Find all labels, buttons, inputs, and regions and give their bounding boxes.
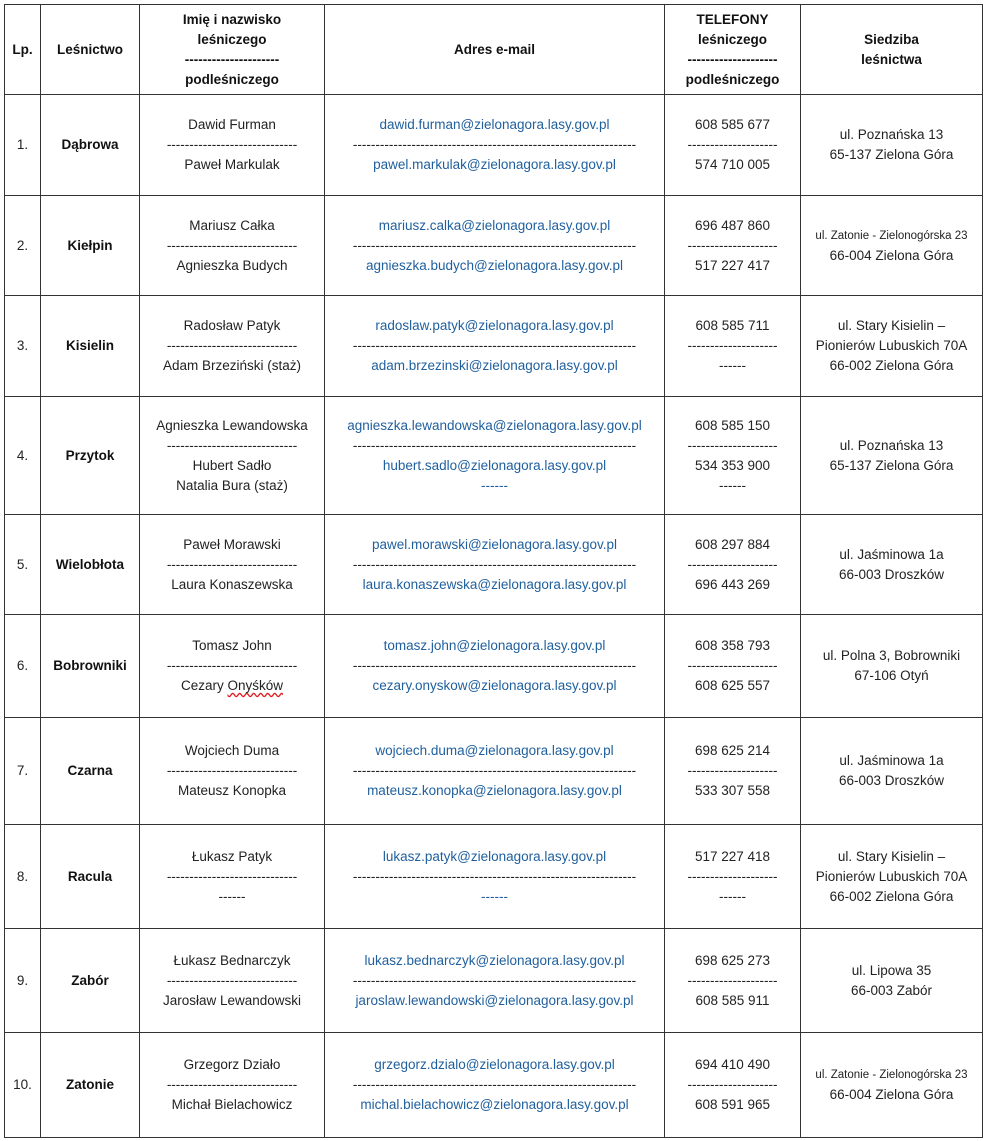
row-number: 7. — [5, 718, 41, 825]
email-cell — [325, 718, 665, 825]
table-row — [5, 1033, 983, 1138]
row-number: 8. — [5, 825, 41, 929]
personnel-cell — [140, 825, 325, 929]
header-phones — [665, 5, 801, 95]
forestry-name: Przytok — [41, 397, 140, 515]
forester-email-link[interactable]: lukasz.bednarczyk@zielonagora.lasy.gov.pl — [364, 952, 625, 968]
phone-cell — [665, 615, 801, 718]
row-number: 2. — [5, 196, 41, 296]
email-cell — [325, 515, 665, 615]
forester-name: Łukasz Bednarczyk — [173, 952, 291, 968]
header-email: Adres e-mail — [325, 5, 665, 95]
sub-forester-email-link[interactable]: hubert.sadlo@zielonagora.lasy.gov.pl — [382, 457, 607, 473]
forestry-name: Racula — [41, 825, 140, 929]
phone-cell — [665, 397, 801, 515]
phone-separator: -------------------- — [687, 437, 778, 453]
forester-email-link[interactable]: dawid.furman@zielonagora.lasy.gov.pl — [379, 117, 610, 132]
forester-phone: 608 297 884 — [694, 536, 771, 552]
address-line: ul. Polna 3, Bobrowniki — [822, 648, 961, 663]
header-names-separator: --------------------- — [184, 51, 280, 67]
phone-separator: -------------------- — [687, 237, 778, 253]
names-separator: ----------------------------- — [166, 972, 298, 988]
address-line: ul. Jaśminowa 1a — [839, 546, 944, 562]
address-line: 66-002 Zielona Góra — [829, 888, 954, 904]
seat-address-cell — [801, 196, 983, 296]
names-separator: ----------------------------- — [166, 338, 298, 353]
sub-forester-name: Natalia Bura (staż) — [176, 477, 288, 493]
sub-forester-phone: 696 443 269 — [694, 576, 771, 592]
address-line: ul. Stary Kisielin – — [837, 848, 946, 864]
personnel-cell — [140, 296, 325, 397]
sub-forester-phone: 608 625 557 — [694, 678, 771, 693]
address-line: ul. Zatonie - Zielonogórska 23 — [815, 1069, 968, 1081]
table-row — [5, 296, 983, 397]
email-separator: --------------------------------------------------------------- — [352, 658, 637, 673]
forester-email-link[interactable]: agnieszka.lewandowska@zielonagora.lasy.gov.pl — [347, 417, 642, 433]
email-placeholder: ------ — [481, 888, 508, 904]
forestry-name: Dąbrowa — [41, 95, 140, 196]
forester-phone: 698 625 273 — [694, 952, 771, 968]
seat-address-cell — [801, 718, 983, 825]
forester-email-link[interactable]: grzegorz.dzialo@zielonagora.lasy.gov.pl — [374, 1057, 615, 1072]
email-separator: --------------------------------------------------------------- — [352, 437, 637, 453]
sub-forester-phone: ------ — [719, 888, 746, 904]
forestry-name: Zabór — [41, 929, 140, 1033]
sub-forester-phone: 608 585 911 — [695, 992, 770, 1008]
sub-forester-phone: 608 591 965 — [694, 1097, 771, 1112]
phone-cell — [665, 515, 801, 615]
address-line: ul. Stary Kisielin – — [837, 318, 946, 333]
header-names — [140, 5, 325, 95]
header-row — [5, 5, 983, 95]
forester-email-link[interactable]: mariusz.calka@zielonagora.lasy.gov.pl — [378, 217, 611, 233]
table-row — [5, 718, 983, 825]
phone-separator: -------------------- — [687, 763, 778, 778]
row-number: 10. — [5, 1033, 41, 1138]
sub-forester-phone: 533 307 558 — [694, 783, 771, 798]
header-phones-line3: podleśniczego — [685, 71, 780, 87]
email-cell — [325, 825, 665, 929]
email-separator: --------------------------------------------------------------- — [352, 338, 637, 353]
table-row — [5, 825, 983, 929]
forester-phone: 698 625 214 — [694, 743, 771, 758]
address-line: 66-003 Zabór — [850, 982, 933, 998]
spellcheck-word: Onyśków — [227, 678, 284, 693]
address-line: 66-004 Zielona Góra — [829, 1087, 954, 1102]
sub-forester-name: ------ — [218, 888, 246, 904]
names-separator: ----------------------------- — [166, 437, 298, 453]
table-row — [5, 515, 983, 615]
address-line: Pionierów Lubuskich 70A — [815, 338, 968, 353]
address-line: 66-002 Zielona Góra — [829, 358, 954, 373]
email-cell — [325, 196, 665, 296]
sub-forester-name: Mateusz Konopka — [177, 783, 287, 798]
names-separator: ----------------------------- — [166, 237, 298, 253]
row-number: 6. — [5, 615, 41, 718]
sub-forester-phone: 574 710 005 — [694, 157, 771, 172]
header-seat — [801, 5, 983, 95]
names-separator: ----------------------------- — [166, 1077, 298, 1092]
address-line: ul. Lipowa 35 — [851, 962, 932, 978]
forester-name: Paweł Morawski — [183, 536, 281, 552]
email-cell — [325, 615, 665, 718]
address-line: ul. Jaśminowa 1a — [839, 753, 944, 768]
seat-address-cell — [801, 615, 983, 718]
phone-cell — [665, 296, 801, 397]
sub-forester-name: Laura Konaszewska — [171, 576, 293, 592]
email-cell — [325, 95, 665, 196]
sub-forester-email-link[interactable]: laura.konaszewska@zielonagora.lasy.gov.pl — [362, 576, 627, 592]
table-row — [5, 929, 983, 1033]
email-separator: --------------------------------------------------------------- — [352, 137, 637, 152]
seat-address-cell — [801, 929, 983, 1033]
address-line: 66-003 Droszków — [838, 566, 945, 582]
forestry-name: Kiełpin — [41, 196, 140, 296]
phone-separator: -------------------- — [687, 556, 778, 572]
sub-forester-phone: 517 227 417 — [694, 257, 771, 273]
phone-separator: -------------------- — [687, 338, 778, 353]
personnel-cell — [140, 515, 325, 615]
names-separator: ----------------------------- — [166, 556, 298, 572]
seat-address-cell — [801, 825, 983, 929]
phone-separator: -------------------- — [687, 972, 778, 988]
sub-forester-name: Jarosław Lewandowski — [162, 992, 302, 1008]
phone-separator: -------------------- — [687, 658, 778, 673]
sub-forester-email-link[interactable]: pawel.markulak@zielonagora.lasy.gov.pl — [373, 157, 616, 172]
header-seat-line1: Siedziba — [864, 31, 919, 47]
address-line: 66-004 Zielona Góra — [829, 247, 954, 263]
forestry-name: Czarna — [41, 718, 140, 825]
phone-cell — [665, 196, 801, 296]
phone-cell — [665, 95, 801, 196]
row-number: 1. — [5, 95, 41, 196]
email-placeholder: ------ — [481, 477, 508, 493]
header-phones-line1: TELEFONY — [696, 11, 769, 27]
email-separator: --------------------------------------------------------------- — [352, 868, 637, 884]
row-number: 9. — [5, 929, 41, 1033]
forester-phone: 608 585 150 — [694, 417, 771, 433]
forester-name: Wojciech Duma — [184, 743, 280, 758]
sub-forester-name: Adam Brzeziński (staż) — [162, 358, 302, 373]
personnel-cell — [140, 929, 325, 1033]
forester-name: Radosław Patyk — [183, 318, 281, 333]
email-cell — [325, 1033, 665, 1138]
email-separator: --------------------------------------------------------------- — [352, 1077, 637, 1092]
address-line: Pionierów Lubuskich 70A — [815, 868, 968, 884]
names-separator: ----------------------------- — [166, 658, 298, 673]
header-names-line3: podleśniczego — [185, 71, 279, 87]
sub-forester-email-link[interactable]: agnieszka.budych@zielonagora.lasy.gov.pl — [365, 257, 624, 273]
forester-phone: 608 585 711 — [695, 318, 770, 333]
row-number: 5. — [5, 515, 41, 615]
personnel-cell — [140, 1033, 325, 1138]
forester-phone: 608 585 677 — [694, 117, 771, 132]
header-phones-separator: -------------------- — [687, 51, 778, 67]
address-line: 66-003 Droszków — [838, 773, 945, 788]
header-names-line1: Imię i nazwisko — [182, 11, 282, 27]
address-line: ul. Poznańska 13 — [839, 127, 944, 142]
forester-name: Mariusz Całka — [189, 217, 275, 233]
forester-name: Agnieszka Lewandowska — [156, 417, 308, 433]
table-row — [5, 397, 983, 515]
sub-forester-phone: 534 353 900 — [694, 457, 771, 473]
forester-name: Dawid Furman — [188, 117, 276, 132]
forester-name: Grzegorz Działo — [183, 1057, 281, 1072]
forestry-name: Kisielin — [41, 296, 140, 397]
sub-forester-name: Michał Bielachowicz — [171, 1097, 293, 1112]
forester-phone: 696 487 860 — [694, 217, 771, 233]
row-number: 4. — [5, 397, 41, 515]
forester-name: Tomasz John — [192, 638, 272, 653]
sub-forester-email-link[interactable]: cezary.onyskow@zielonagora.lasy.gov.pl — [372, 678, 617, 693]
email-separator: --------------------------------------------------------------- — [352, 237, 637, 253]
personnel-cell — [140, 95, 325, 196]
table-row — [5, 615, 983, 718]
table-body — [5, 95, 983, 1138]
phone-cell — [665, 825, 801, 929]
sub-forester-name: Paweł Markulak — [184, 157, 280, 172]
sub-forester-name: Agnieszka Budych — [176, 257, 288, 273]
address-line: 65-137 Zielona Góra — [829, 457, 954, 473]
forester-email-link[interactable]: wojciech.duma@zielonagora.lasy.gov.pl — [375, 743, 614, 758]
forestry-contact-table — [4, 4, 983, 1138]
email-separator: --------------------------------------------------------------- — [352, 763, 637, 778]
forester-phone: 694 410 490 — [694, 1057, 771, 1072]
seat-address-cell — [801, 1033, 983, 1138]
address-line: 65-137 Zielona Góra — [829, 147, 954, 162]
personnel-cell — [140, 196, 325, 296]
personnel-cell — [140, 615, 325, 718]
sub-forester-email-link[interactable]: michal.bielachowicz@zielonagora.lasy.gov.pl — [360, 1097, 629, 1112]
sub-forester-name: Hubert Sadło — [192, 457, 272, 473]
table-row — [5, 95, 983, 196]
address-line: 67-106 Otyń — [854, 668, 929, 683]
email-cell — [325, 929, 665, 1033]
header-lp: Lp. — [5, 5, 41, 95]
header-seat-line2: leśnictwa — [861, 51, 922, 67]
phone-separator: -------------------- — [687, 137, 778, 152]
sub-forester-phone: ------ — [719, 477, 746, 493]
forester-email-link[interactable]: pawel.morawski@zielonagora.lasy.gov.pl — [371, 536, 618, 552]
sub-forester-email-link[interactable]: mateusz.konopka@zielonagora.lasy.gov.pl — [367, 783, 622, 798]
seat-address-cell — [801, 296, 983, 397]
forestry-name: Wielobłota — [41, 515, 140, 615]
forester-name: Łukasz Patyk — [191, 848, 273, 864]
phone-cell — [665, 1033, 801, 1138]
seat-address-cell — [801, 515, 983, 615]
sub-forester-email-link[interactable]: adam.brzezinski@zielonagora.lasy.gov.pl — [371, 358, 618, 373]
personnel-cell — [140, 397, 325, 515]
header-lesnictwo: Leśnictwo — [41, 5, 140, 95]
forester-phone: 517 227 418 — [694, 848, 771, 864]
names-separator: ----------------------------- — [166, 763, 298, 778]
forester-email-link[interactable]: tomasz.john@zielonagora.lasy.gov.pl — [383, 638, 606, 653]
seat-address-cell — [801, 397, 983, 515]
email-cell — [325, 397, 665, 515]
email-separator: --------------------------------------------------------------- — [352, 972, 637, 988]
header-phones-line2: leśniczego — [697, 31, 768, 47]
names-separator: ----------------------------- — [166, 137, 298, 152]
forester-email-link[interactable]: radoslaw.patyk@zielonagora.lasy.gov.pl — [375, 318, 614, 333]
forester-email-link[interactable]: lukasz.patyk@zielonagora.lasy.gov.pl — [382, 848, 607, 864]
table-row — [5, 196, 983, 296]
phone-separator: -------------------- — [687, 1077, 778, 1092]
email-separator: --------------------------------------------------------------- — [352, 556, 637, 572]
phone-cell — [665, 929, 801, 1033]
forester-phone: 608 358 793 — [694, 638, 771, 653]
forestry-name: Bobrowniki — [41, 615, 140, 718]
email-cell — [325, 296, 665, 397]
row-number: 3. — [5, 296, 41, 397]
phone-separator: -------------------- — [687, 868, 778, 884]
sub-forester-phone: ------ — [719, 358, 746, 373]
names-separator: ----------------------------- — [166, 868, 298, 884]
sub-forester-email-link[interactable]: jaroslaw.lewandowski@zielonagora.lasy.gov.pl — [355, 992, 634, 1008]
address-line: ul. Poznańska 13 — [839, 437, 944, 453]
address-line: ul. Zatonie - Zielonogórska 23 — [815, 229, 968, 242]
personnel-cell — [140, 718, 325, 825]
forestry-name: Zatonie — [41, 1033, 140, 1138]
sub-forester-name: Cezary Onyśków — [180, 678, 284, 693]
seat-address-cell — [801, 95, 983, 196]
header-names-line2: leśniczego — [197, 31, 267, 47]
phone-cell — [665, 718, 801, 825]
